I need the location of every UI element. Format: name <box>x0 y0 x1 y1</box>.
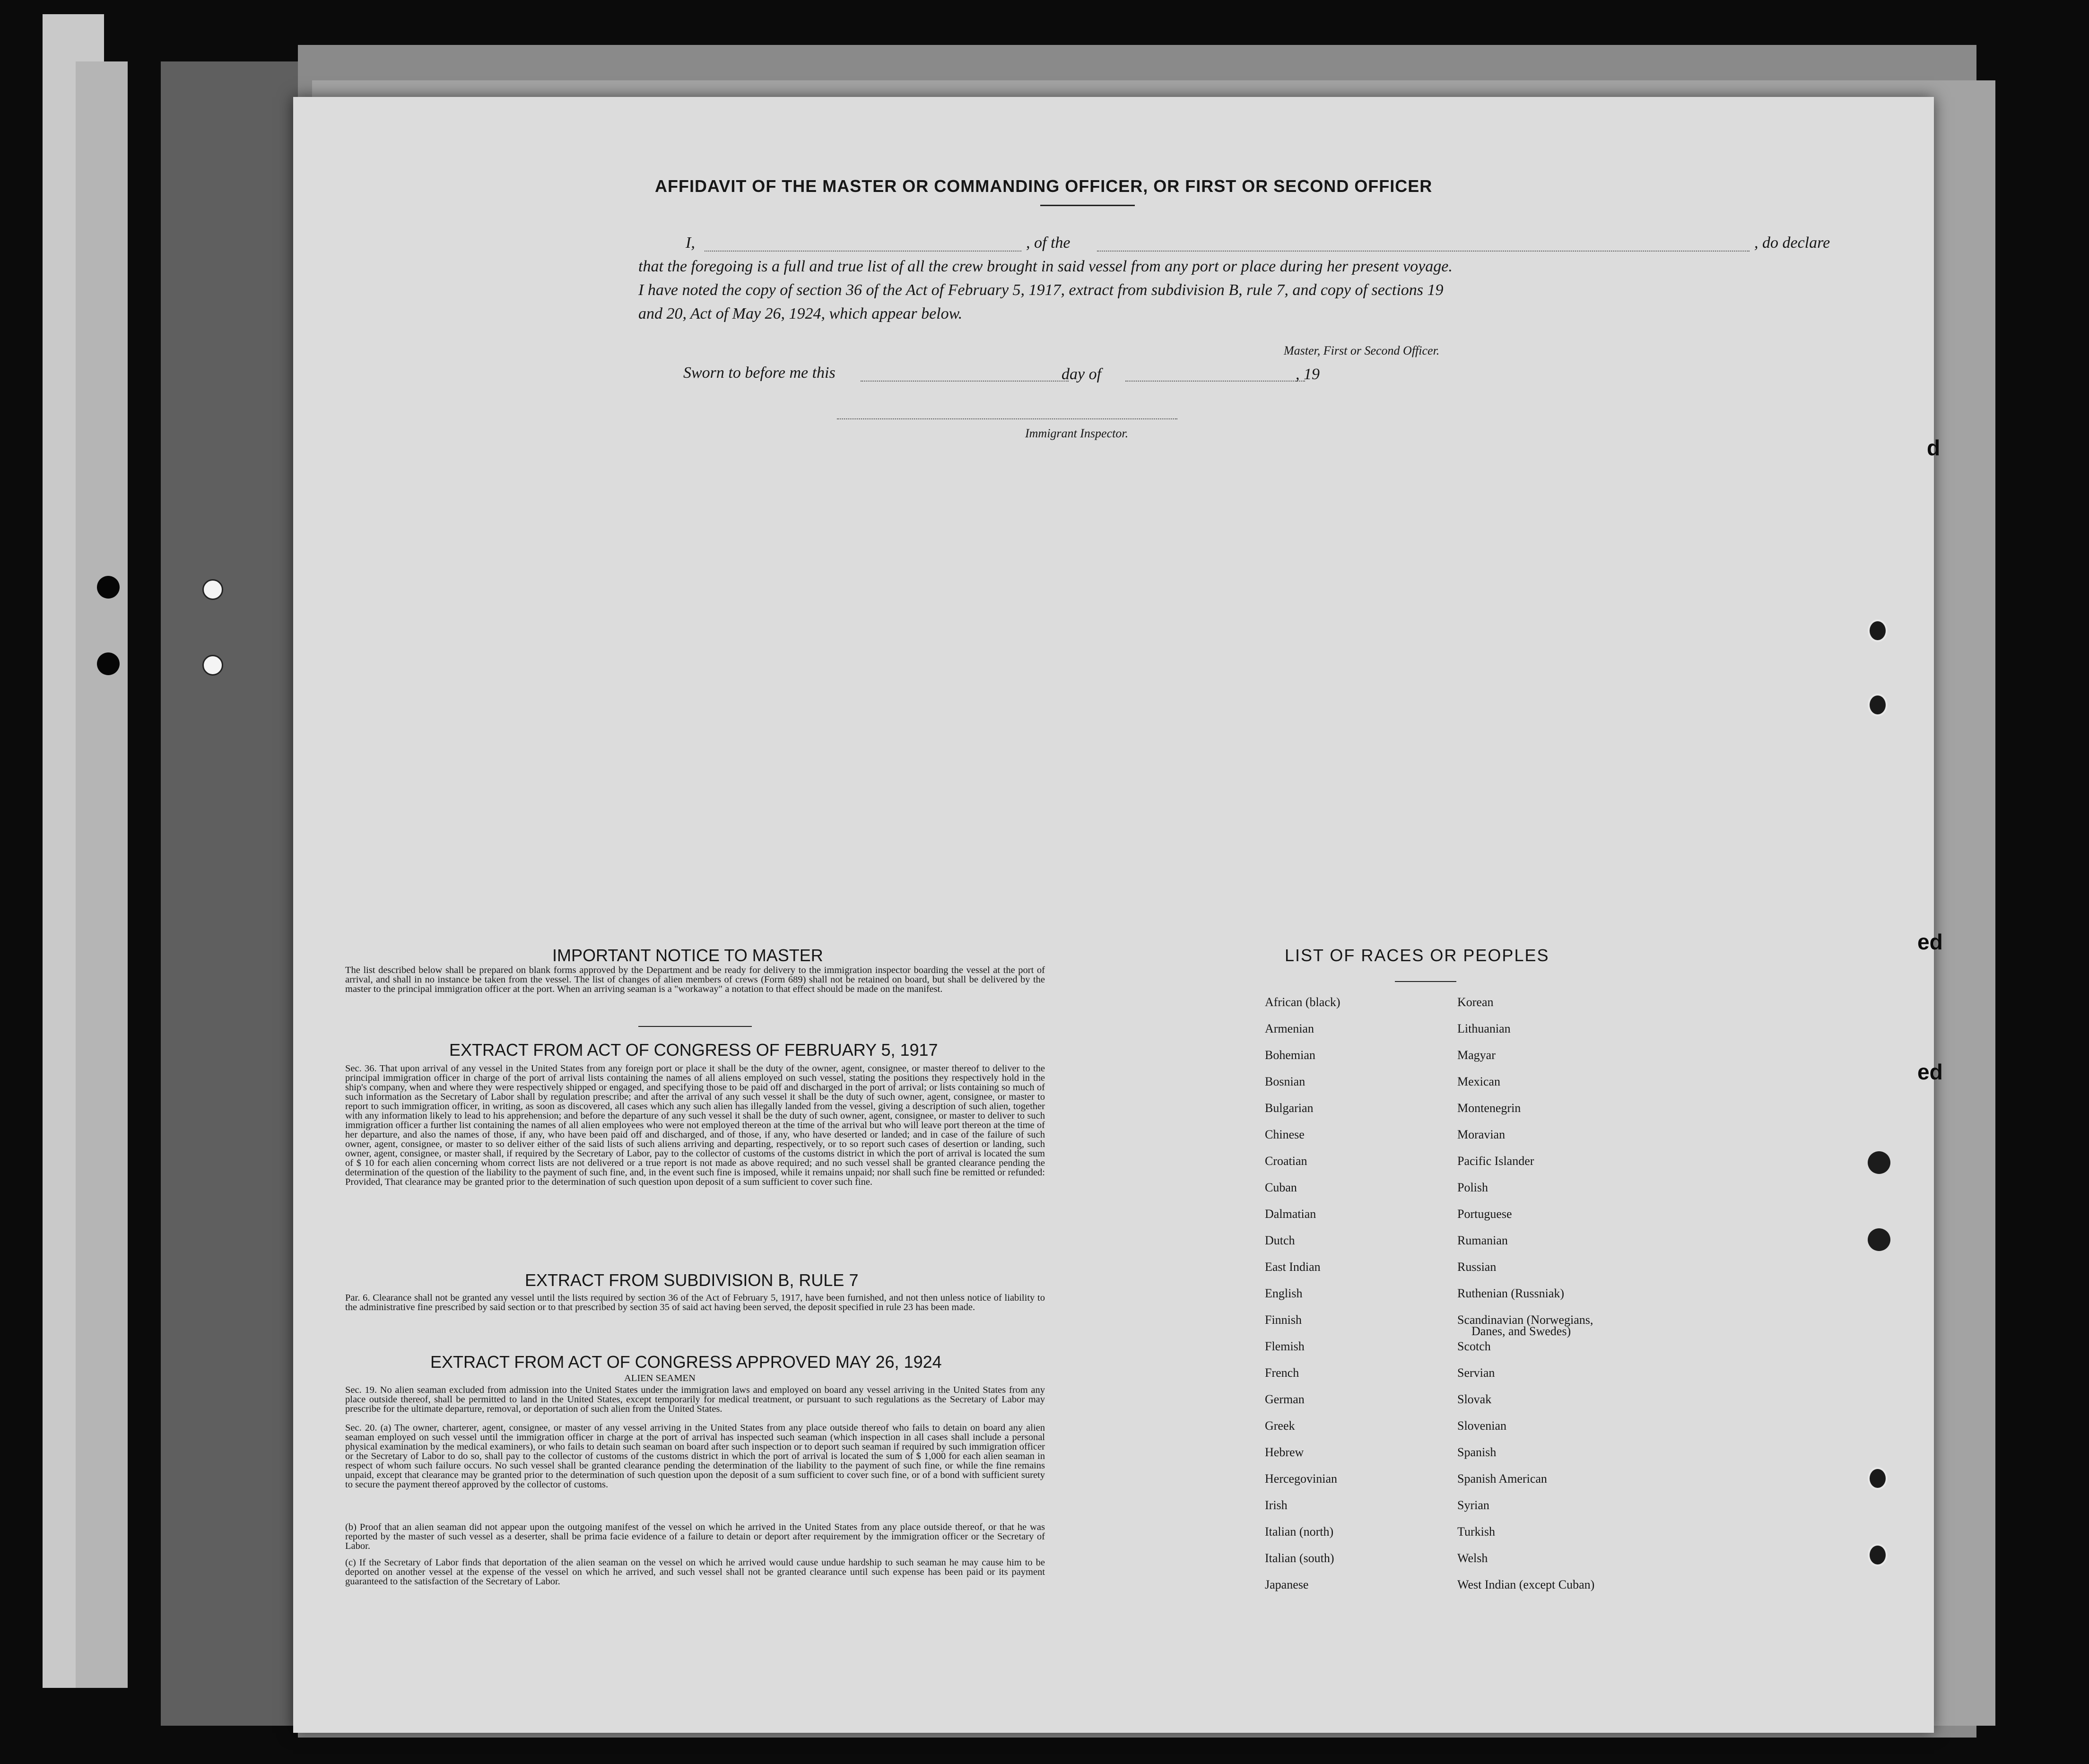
races-rule <box>1395 981 1456 982</box>
race-item: Turkish <box>1457 1525 1495 1538</box>
notice-heading: IMPORTANT NOTICE TO MASTER <box>552 946 823 965</box>
race-item: Magyar <box>1457 1048 1496 1062</box>
race-item: Bosnian <box>1265 1075 1306 1088</box>
race-item: Italian (south) <box>1265 1551 1334 1565</box>
extract-1924-heading: EXTRACT FROM ACT OF CONGRESS APPROVED MAY 26, 1924 <box>430 1352 942 1372</box>
race-item: Japanese <box>1265 1578 1309 1591</box>
race-item: Scotch <box>1457 1339 1491 1353</box>
signature-label: Master, First or Second Officer. <box>1284 344 1440 357</box>
sworn-month-field[interactable] <box>1125 381 1305 382</box>
sec-19-text: Sec. 19. No alien seaman excluded from admission into the United States under the immigration laws and employed on board any vessel arriving in the United States from any place outside thereof, shall be permitted to land in the United States, except temporarily for medical treatment, or pursuant to such regulations as the Secretary of Labor may prescribe for the ultimate departure, removal, or deportation of such alien from the United States. <box>345 1385 1045 1414</box>
race-item: Slovenian <box>1457 1419 1506 1433</box>
race-item: French <box>1265 1366 1299 1380</box>
race-item: Servian <box>1457 1366 1495 1380</box>
sheet-hole <box>1868 619 1888 642</box>
race-item: Polish <box>1457 1181 1488 1194</box>
notice-rule <box>638 1026 752 1027</box>
extract-1917-heading: EXTRACT FROM ACT OF CONGRESS OF FEBRUARY 5, 1917 <box>449 1040 938 1060</box>
race-item: Montenegrin <box>1457 1101 1521 1115</box>
margin-text: ed <box>1917 930 1943 954</box>
race-item: Italian (north) <box>1265 1525 1334 1538</box>
subdiv-b-heading: EXTRACT FROM SUBDIVISION B, RULE 7 <box>525 1270 859 1290</box>
race-item: English <box>1265 1286 1303 1300</box>
race-item: Russian <box>1457 1260 1497 1274</box>
year-text: , 19 <box>1296 365 1320 383</box>
race-item: Hercegovinian <box>1265 1472 1338 1486</box>
binder-hole-right <box>1868 1151 1890 1174</box>
affidavit-of-the: , of the <box>1026 234 1071 252</box>
race-item: Dutch <box>1265 1234 1295 1247</box>
notice-text: The list described below shall be prepared on blank forms approved by the Department and be ready for delivery to the immigration inspector boarding the vessel at the port of arrival, and shall in no instance be taken from the vessel. The list of changes of alien members of crews (Form 689) shall not be retained on board, but shall be delivered by the master to the principal immigration officer at the port. When an arriving seaman is a "workaway" a notation to that effect should be made on the manifest. <box>345 965 1045 994</box>
binder-hole <box>97 576 120 599</box>
affidavit-line-4: and 20, Act of May 26, 1924, which appear below. <box>638 305 963 322</box>
race-item: German <box>1265 1392 1305 1406</box>
margin-text: d <box>1927 435 1941 460</box>
name-field[interactable] <box>705 251 1021 252</box>
race-item: Lithuanian <box>1457 1022 1511 1035</box>
inspector-signature-line[interactable] <box>837 418 1177 419</box>
binder-hole <box>97 652 120 675</box>
affidavit-declare: , do declare <box>1754 234 1830 252</box>
sec-20b-text: (b) Proof that an alien seaman did not appear upon the outgoing manifest of the vessel on which he arrived in the United States from any place outside thereof, or that he was reported by the master of such vessel as a deserter, shall be prima facie evidence of a failure to detain or deport after requirement by the immigration officer or the Secretary of Labor. <box>345 1522 1045 1551</box>
affidavit-line-3: I have noted the copy of section 36 of the Act of February 5, 1917, extract from subdivision B, rule 7, and copy of sections 19 <box>638 281 1444 299</box>
races-heading: LIST OF RACES OR PEOPLES <box>1285 946 1549 965</box>
title-rule <box>1040 205 1135 206</box>
race-item: Flemish <box>1265 1339 1305 1353</box>
race-item: Armenian <box>1265 1022 1314 1035</box>
race-item: East Indian <box>1265 1260 1321 1274</box>
affidavit-title: AFFIDAVIT OF THE MASTER OR COMMANDING OFFICER, OR FIRST OR SECOND OFFICER <box>655 176 1433 196</box>
vessel-field[interactable] <box>1097 251 1750 252</box>
race-item: Irish <box>1265 1498 1288 1512</box>
race-item: Welsh <box>1457 1551 1488 1565</box>
race-item: Mexican <box>1457 1075 1500 1088</box>
binder-hole <box>202 579 223 600</box>
race-item: Spanish American <box>1457 1472 1547 1486</box>
race-item: Bulgarian <box>1265 1101 1314 1115</box>
race-item-continued: Danes, and Swedes) <box>1471 1324 1571 1338</box>
races-right-column <box>1457 995 1594 1604</box>
sheet-hole <box>1868 1544 1888 1566</box>
binder-board <box>161 61 303 1726</box>
binder-hole <box>202 655 223 676</box>
affidavit-line-2: that the foregoing is a full and true list of all the crew brought in said vessel from any port or place during her present voyage. <box>638 258 1453 275</box>
race-item: Slovak <box>1457 1392 1492 1406</box>
race-item: Ruthenian (Russniak) <box>1457 1286 1565 1300</box>
sec-20a-text: Sec. 20. (a) The owner, charterer, agent, consignee, or master of any vessel arriving in the United States from any place outside thereof who fails to detain on board any alien seaman employed on such vessel until the immigration officer in charge at the port of arrival has inspected such seaman (which inspection in all cases shall include a personal physical examination by the medical examiners), or who fails to detain such seaman on board after such inspection or to deport such seaman if required by such immigration officer or the Secretary of Labor to do so, shall pay to the collector of customs of the customs district in which the port of arrival is located the sum of $ 1,000 for each alien seaman in respect of whom such failure occurs. No such vessel shall be granted clearance pending the determination of the liability to the payment of such fine, or while the fine remains unpaid, except that clearance may be granted prior to the determination of such question upon the deposit of a sum sufficient to cover such fine, or of a bond with sufficient surety to secure the payment thereof approved by the collector of customs. <box>345 1423 1045 1490</box>
race-item: Dalmatian <box>1265 1207 1316 1221</box>
race-item: Scandinavian (Norwegians, <box>1457 1313 1593 1327</box>
left-paper-strip-2 <box>76 61 128 1688</box>
race-item: Moravian <box>1457 1128 1506 1141</box>
inspector-label: Immigrant Inspector. <box>1025 426 1129 440</box>
sworn-day-field[interactable] <box>861 381 1069 382</box>
race-item: Croatian <box>1265 1154 1307 1168</box>
margin-text: ed <box>1917 1060 1943 1084</box>
sheet-hole <box>1868 694 1888 716</box>
form-sheet <box>293 97 1934 1733</box>
race-item: Greek <box>1265 1419 1295 1433</box>
race-item: Bohemian <box>1265 1048 1315 1062</box>
race-item: Portuguese <box>1457 1207 1512 1221</box>
race-item: Spanish <box>1457 1445 1497 1459</box>
races-left-column <box>1265 995 1340 1604</box>
extract-1924-subheading: ALIEN SEAMEN <box>624 1373 696 1383</box>
day-of-text: day of <box>1062 365 1102 383</box>
sworn-text: Sworn to before me this <box>683 364 836 382</box>
sheet-hole <box>1868 1467 1888 1490</box>
affidavit-i: I, <box>686 234 695 252</box>
binder-hole-right <box>1868 1228 1890 1251</box>
race-item: Pacific Islander <box>1457 1154 1534 1168</box>
race-item: West Indian (except Cuban) <box>1457 1578 1595 1591</box>
race-item: African (black) <box>1265 995 1340 1009</box>
sec-20c-text: (c) If the Secretary of Labor finds that deportation of the alien seaman on the vessel on which he arrived would cause undue hardship to such seaman he may cause him to be deported on another vessel at the expense of the vessel on which he arrived, and such vessel shall not be granted clearance until such expense has been paid or its payment guaranteed to the satisfaction of the Secretary of Labor. <box>345 1557 1045 1587</box>
race-item: Hebrew <box>1265 1445 1304 1459</box>
race-item: Rumanian <box>1457 1234 1508 1247</box>
subdiv-b-text: Par. 6. Clearance shall not be granted any vessel until the lists required by section 36 of the Act of February 5, 1917, have been furnished, and not then unless notice of liability to the administrative fine prescribed by said section or to that prescribed by section 35 of said act having been served, the deposit specified in rule 23 has been made. <box>345 1293 1045 1312</box>
race-item: Finnish <box>1265 1313 1302 1327</box>
extract-1917-text: Sec. 36. That upon arrival of any vessel in the United States from any foreign port or place it shall be the duty of the owner, agent, consignee, or master thereof to deliver to the principal immigration officer in charge of the port of arrival lists containing the names of all aliens employed on such vessel, stating the positions they respectively hold in the ship's company, when and where they were respectively shipped or engaged, and specifying those to be paid off and discharged in the port of arrival; or lists containing so much of such information as the Secretary of Labor shall by regulation prescribe; and after the arrival of any such vessel it shall be the duty of such owner, agent, consignee, or master to report to such immigration officer, in writing, as soon as discovered, all cases which any such alien has illegally landed from the vessel, giving a description of such alien, together with any information likely to lead to his apprehension; and before the departure of any such vessel it shall be the duty of such owner, agent, consignee, or master to deliver to such immigration officer a further list containing the names of all alien employees who were not employed thereon at the time of the arrival but who will leave port thereon at the time of her departure, and also the names of those, if any, who have been paid off and discharged, and of those, if any, who have deserted or landed; and in case of the failure of such owner, agent, consignee, or master to so deliver either of the said lists of such aliens arriving and departing, respectively, or to so report such cases of desertion or landing, such owner, agent, consignee, or master shall, if required by the Secretary of Labor, pay to the collector of customs of the customs district in which the port of arrival is located the sum of $ 10 for each alien concerning whom correct lists are not delivered or a true report is not made as above required; and no such vessel shall be granted clearance pending the determination of the question of the liability to the payment of such fine, and, in the event such fine is imposed, while it remains unpaid; nor shall such fine be remitted or refunded: Provided, That clearance may be granted prior to the determination of such question upon deposit of a sum sufficient to cover such fine. <box>345 1063 1045 1187</box>
race-item: Cuban <box>1265 1181 1297 1194</box>
race-item-wrap <box>1457 1313 1594 1339</box>
race-item: Syrian <box>1457 1498 1489 1512</box>
race-item: Chinese <box>1265 1128 1305 1141</box>
race-item: Korean <box>1457 995 1494 1009</box>
